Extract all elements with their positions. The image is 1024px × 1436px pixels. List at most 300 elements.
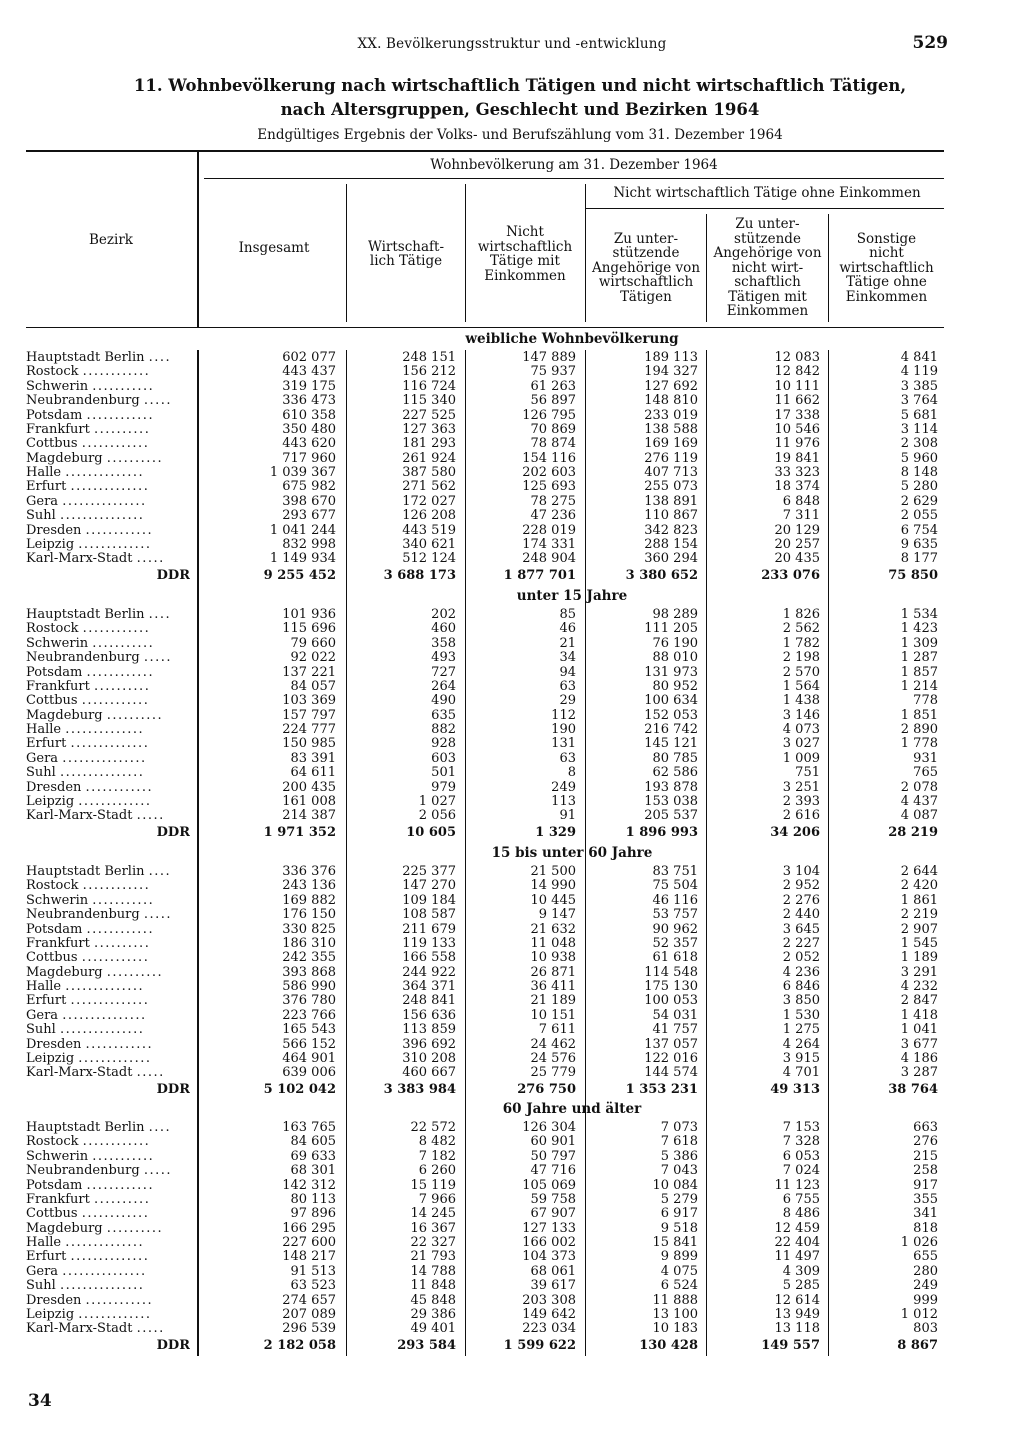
value-cell: 464 901 [282, 1050, 336, 1066]
value-cell: 172 027 [402, 493, 456, 509]
dot-leader: .... [148, 1121, 172, 1135]
value-cell: 108 587 [402, 907, 456, 923]
value-cell: 512 124 [402, 551, 456, 567]
bezirk-name: Halle [26, 1236, 62, 1251]
value-cell: 113 859 [402, 1022, 456, 1038]
table-row [0, 1164, 1024, 1178]
table-row [0, 966, 1024, 980]
bezirk-name: Cottbus [26, 951, 78, 966]
value-cell: 12 083 [774, 350, 820, 365]
value-cell: 5 279 [660, 1191, 698, 1207]
value-cell: 1 287 [900, 650, 938, 666]
value-cell: 169 169 [644, 436, 698, 452]
bezirk-name: Dresden [26, 523, 82, 538]
value-cell: 52 357 [652, 935, 698, 951]
bezirk-cell [26, 1308, 196, 1322]
value-cell: 49 401 [410, 1321, 456, 1337]
value-cell: 663 [913, 1120, 938, 1135]
table-row [0, 737, 1024, 751]
bezirk-name: Dresden [26, 1037, 82, 1052]
value-cell: 84 057 [290, 678, 336, 694]
bezirk-cell [26, 966, 196, 980]
value-cell: 11 888 [652, 1292, 698, 1308]
table-row [0, 622, 1024, 636]
value-cell: 4 701 [782, 1065, 820, 1081]
bezirk-cell [26, 923, 196, 937]
bezirk-name: Magdeburg [26, 965, 103, 980]
table-row [0, 1150, 1024, 1164]
value-cell: 6 053 [782, 1148, 820, 1164]
bezirk-name: Rostock [26, 365, 79, 380]
value-cell: 202 603 [522, 465, 576, 481]
value-cell: 336 473 [282, 393, 336, 409]
total-row [0, 1339, 1024, 1353]
value-cell: 1 041 244 [269, 522, 336, 538]
value-cell: 717 960 [282, 450, 336, 466]
value-cell: 19 841 [774, 450, 820, 466]
bezirk-name: Suhl [26, 1023, 56, 1038]
total-value-cell: 293 584 [397, 1337, 456, 1353]
value-cell: 200 435 [282, 779, 336, 795]
value-cell: 119 133 [402, 935, 456, 951]
bezirk-name: Schwerin [26, 1149, 89, 1164]
value-cell: 2 198 [782, 650, 820, 666]
value-cell: 7 043 [660, 1163, 698, 1179]
bezirk-cell [26, 452, 196, 466]
table-row [0, 709, 1024, 723]
value-cell: 2 227 [782, 935, 820, 951]
value-cell: 1 009 [782, 750, 820, 766]
dot-leader: ............ [82, 879, 151, 894]
value-cell: 131 [551, 736, 576, 752]
value-cell: 90 962 [652, 921, 698, 937]
value-cell: 111 205 [644, 621, 698, 637]
value-cell: 193 878 [644, 779, 698, 795]
col-header-angehoerige-nicht: Zu unter- stützende Angehörige von nicht wirt- schaftlich Tätigen mit Einkommen [713, 216, 822, 320]
bezirk-name: Leipzig [26, 537, 75, 552]
value-cell: 223 034 [522, 1321, 576, 1337]
bezirk-cell [26, 1279, 196, 1293]
value-cell: 100 634 [644, 693, 698, 709]
dot-leader: .......... [94, 936, 151, 951]
bezirk-name: Halle [26, 723, 62, 738]
value-cell: 4 264 [782, 1036, 820, 1052]
value-cell: 398 670 [282, 493, 336, 509]
value-cell: 2 890 [900, 722, 938, 738]
value-cell: 78 275 [530, 493, 576, 509]
value-cell: 53 757 [652, 907, 698, 923]
table-row [0, 795, 1024, 809]
value-cell: 2 308 [900, 436, 938, 452]
value-cell: 751 [795, 765, 820, 781]
table-row [0, 423, 1024, 437]
value-cell: 882 [431, 722, 456, 738]
dot-leader: ..... [136, 1322, 165, 1337]
table-row [0, 1279, 1024, 1293]
value-cell: 1 782 [782, 635, 820, 651]
dot-leader: ............ [86, 1178, 155, 1193]
value-cell: 5 681 [900, 407, 938, 423]
bezirk-cell [26, 365, 196, 379]
dot-leader: .............. [65, 1236, 145, 1251]
value-cell: 7 024 [782, 1163, 820, 1179]
value-cell: 11 123 [774, 1177, 820, 1193]
table-row [0, 894, 1024, 908]
total-value-cell: 1 877 701 [503, 567, 576, 583]
value-cell: 3 114 [900, 421, 938, 437]
value-cell: 126 208 [402, 508, 456, 524]
section-title: weibliche Wohnbevölkerung [465, 331, 679, 347]
table-row [0, 495, 1024, 509]
dot-leader: ............. [78, 794, 152, 809]
value-cell: 443 620 [282, 436, 336, 452]
dot-leader: .......... [106, 1221, 164, 1236]
value-cell: 7 153 [782, 1120, 820, 1135]
value-cell: 460 [431, 621, 456, 637]
bezirk-name: Karl-Marx-Stadt [26, 1322, 133, 1337]
value-cell: 33 323 [774, 465, 820, 481]
table-row [0, 480, 1024, 494]
value-cell: 1 534 [900, 607, 938, 622]
table-row [0, 1009, 1024, 1023]
value-cell: 105 069 [522, 1177, 576, 1193]
dot-leader: ............ [86, 408, 155, 423]
bezirk-name: Potsdam [26, 1178, 83, 1193]
value-cell: 4 073 [782, 722, 820, 738]
value-cell: 76 190 [652, 635, 698, 651]
value-cell: 24 462 [530, 1036, 576, 1052]
total-label: DDR [156, 1338, 190, 1353]
col-header-angehoerige-taetige: Zu unter- stützende Angehörige von wirtschaftlich Tätigen [591, 230, 701, 305]
bezirk-cell [26, 538, 196, 552]
value-cell: 1 545 [900, 935, 938, 951]
value-cell: 20 257 [774, 536, 820, 552]
group-rule [204, 178, 944, 179]
value-cell: 24 576 [530, 1050, 576, 1066]
value-cell: 2 078 [900, 779, 938, 795]
value-cell: 4 437 [900, 793, 938, 809]
bezirk-cell [26, 1222, 196, 1236]
value-cell: 175 130 [644, 979, 698, 995]
value-cell: 6 260 [418, 1163, 456, 1179]
table-row [0, 666, 1024, 680]
bezirk-cell [26, 1150, 196, 1164]
total-value-cell: 1 971 352 [263, 824, 336, 840]
value-cell: 243 136 [282, 878, 336, 894]
value-cell: 2 276 [782, 892, 820, 908]
dot-leader: .......... [94, 679, 151, 694]
bezirk-name: Suhl [26, 766, 56, 781]
value-cell: 62 586 [652, 765, 698, 781]
value-cell: 21 632 [530, 921, 576, 937]
value-cell: 5 280 [900, 479, 938, 495]
value-cell: 80 952 [652, 678, 698, 694]
bezirk-name: Leipzig [26, 794, 75, 809]
value-cell: 101 936 [282, 607, 336, 622]
value-cell: 12 459 [774, 1220, 820, 1236]
value-cell: 63 523 [290, 1278, 336, 1294]
value-cell: 214 387 [282, 808, 336, 824]
col-header-group-sub: Nicht wirtschaftlich Tätige ohne Einkommen [613, 184, 921, 201]
dot-leader: ............... [62, 751, 147, 766]
bezirk-cell [26, 680, 196, 694]
table-row [0, 980, 1024, 994]
total-value-cell: 130 428 [639, 1337, 698, 1353]
header-bottom-rule [26, 327, 944, 328]
dot-leader: ............... [62, 494, 147, 509]
value-cell: 75 937 [530, 364, 576, 380]
bezirk-cell [26, 709, 196, 723]
table-row [0, 394, 1024, 408]
value-cell: 818 [913, 1220, 938, 1236]
value-cell: 261 924 [402, 450, 456, 466]
value-cell: 1 826 [782, 607, 820, 622]
bezirk-name: Schwerin [26, 636, 89, 651]
bezirk-cell [26, 651, 196, 665]
value-cell: 186 310 [282, 935, 336, 951]
value-cell: 8 [567, 765, 576, 781]
value-cell: 2 055 [900, 508, 938, 524]
value-cell: 64 611 [290, 765, 336, 781]
bezirk-name: Frankfurt [26, 679, 90, 694]
bezirk-name: Erfurt [26, 737, 67, 752]
bezirk-name: Gera [26, 1264, 59, 1279]
value-cell: 46 116 [652, 892, 698, 908]
bezirk-cell [26, 980, 196, 994]
bezirk-name: Karl-Marx-Stadt [26, 552, 133, 567]
value-cell: 41 757 [652, 1022, 698, 1038]
value-cell: 39 617 [530, 1278, 576, 1294]
value-cell: 7 073 [660, 1120, 698, 1135]
value-cell: 276 [913, 1134, 938, 1150]
value-cell: 194 327 [644, 364, 698, 380]
value-cell: 165 543 [282, 1022, 336, 1038]
total-value-cell: 9 255 452 [263, 567, 336, 583]
bezirk-cell [26, 809, 196, 823]
bezirk-cell [26, 766, 196, 780]
value-cell: 148 810 [644, 393, 698, 409]
value-cell: 61 618 [652, 950, 698, 966]
table-title-line-2: nach Altersgruppen, Geschlecht und Bezirken 1964 [280, 100, 760, 119]
bezirk-name: Dresden [26, 780, 82, 795]
table-row [0, 437, 1024, 451]
value-cell: 342 823 [644, 522, 698, 538]
bezirk-cell [26, 694, 196, 708]
bezirk-name: Hauptstadt Berlin [26, 1121, 145, 1135]
value-cell: 1 418 [900, 1007, 938, 1023]
value-cell: 34 [559, 650, 576, 666]
value-cell: 3 287 [900, 1065, 938, 1081]
value-cell: 22 327 [410, 1235, 456, 1251]
bezirk-cell [26, 737, 196, 751]
dot-leader: ............... [62, 1008, 147, 1023]
value-cell: 115 340 [402, 393, 456, 409]
value-cell: 202 [431, 607, 456, 622]
dot-leader: .............. [65, 466, 145, 481]
table-row [0, 1207, 1024, 1221]
bezirk-cell [26, 1066, 196, 1080]
table-row [0, 752, 1024, 766]
value-cell: 56 897 [530, 393, 576, 409]
total-value-cell: 75 850 [888, 567, 938, 583]
value-cell: 126 795 [522, 407, 576, 423]
value-cell: 92 022 [290, 650, 336, 666]
bezirk-cell [26, 1052, 196, 1066]
value-cell: 147 270 [402, 878, 456, 894]
total-value-cell: 3 688 173 [383, 567, 456, 583]
total-value-cell: 38 764 [888, 1081, 938, 1097]
dot-leader: ............... [62, 1264, 147, 1279]
bezirk-cell [26, 423, 196, 437]
value-cell: 675 982 [282, 479, 336, 495]
value-cell: 80 113 [290, 1191, 336, 1207]
value-cell: 1 438 [782, 693, 820, 709]
value-cell: 4 075 [660, 1263, 698, 1279]
value-cell: 7 611 [538, 1022, 576, 1038]
value-cell: 248 904 [522, 551, 576, 567]
value-cell: 29 [559, 693, 576, 709]
value-cell: 91 513 [290, 1263, 336, 1279]
value-cell: 137 221 [282, 664, 336, 680]
table-row [0, 1236, 1024, 1250]
bezirk-name: Suhl [26, 1279, 56, 1294]
value-cell: 157 797 [282, 707, 336, 723]
dot-leader: ............ [82, 1135, 151, 1150]
bezirk-cell [26, 1009, 196, 1023]
value-cell: 610 358 [282, 407, 336, 423]
table-row [0, 1294, 1024, 1308]
value-cell: 319 175 [282, 378, 336, 394]
value-cell: 271 562 [402, 479, 456, 495]
dot-leader: .............. [65, 980, 145, 995]
value-cell: 4 087 [900, 808, 938, 824]
bezirk-name: Rostock [26, 1135, 79, 1150]
value-cell: 227 525 [402, 407, 456, 423]
value-cell: 116 724 [402, 378, 456, 394]
value-cell: 6 848 [782, 493, 820, 509]
value-cell: 350 480 [282, 421, 336, 437]
bezirk-name: Leipzig [26, 1051, 75, 1066]
value-cell: 94 [559, 664, 576, 680]
value-cell: 393 868 [282, 964, 336, 980]
bezirk-name: Frankfurt [26, 1192, 90, 1207]
value-cell: 490 [431, 693, 456, 709]
value-cell: 83 391 [290, 750, 336, 766]
value-cell: 11 497 [774, 1249, 820, 1265]
value-cell: 47 236 [530, 508, 576, 524]
value-cell: 10 183 [652, 1321, 698, 1337]
value-cell: 138 588 [644, 421, 698, 437]
value-cell: 255 073 [644, 479, 698, 495]
dot-leader: ..... [136, 809, 165, 824]
value-cell: 280 [913, 1263, 938, 1279]
bezirk-cell [26, 1294, 196, 1308]
value-cell: 1 309 [900, 635, 938, 651]
dot-leader: ............ [85, 1037, 154, 1052]
value-cell: 10 084 [652, 1177, 698, 1193]
table-row [0, 723, 1024, 737]
total-row [0, 569, 1024, 583]
value-cell: 80 785 [652, 750, 698, 766]
value-cell: 3 291 [900, 964, 938, 980]
bezirk-cell [26, 1179, 196, 1193]
value-cell: 78 874 [530, 436, 576, 452]
bezirk-name: Neubrandenburg [26, 394, 140, 409]
value-cell: 127 692 [644, 378, 698, 394]
value-cell: 176 150 [282, 907, 336, 923]
bezirk-cell [26, 480, 196, 494]
dot-leader: ............... [59, 766, 145, 781]
value-cell: 1 423 [900, 621, 938, 637]
bezirk-cell [26, 908, 196, 922]
value-cell: 83 751 [652, 864, 698, 879]
value-cell: 166 558 [402, 950, 456, 966]
value-cell: 11 848 [410, 1278, 456, 1294]
bezirk-cell [26, 937, 196, 951]
table-row [0, 452, 1024, 466]
value-cell: 3 027 [782, 736, 820, 752]
value-cell: 4 119 [900, 364, 938, 380]
value-cell: 2 570 [782, 664, 820, 680]
value-cell: 2 847 [900, 993, 938, 1009]
value-cell: 112 [551, 707, 576, 723]
total-value-cell: 1 599 622 [503, 1337, 576, 1353]
bezirk-cell [26, 622, 196, 636]
total-value-cell: 10 605 [406, 824, 456, 840]
bezirk-name: Neubrandenburg [26, 651, 140, 666]
bezirk-name: Erfurt [26, 480, 67, 495]
value-cell: 190 [551, 722, 576, 738]
bezirk-cell [26, 1135, 196, 1149]
value-cell: 225 377 [402, 864, 456, 879]
total-value-cell: 276 750 [517, 1081, 576, 1097]
value-cell: 166 295 [282, 1220, 336, 1236]
dot-leader: ............ [86, 665, 155, 680]
table-row [0, 879, 1024, 893]
dot-leader: ............... [59, 1023, 145, 1038]
dot-leader: .............. [70, 737, 150, 752]
dot-leader: .............. [65, 723, 145, 738]
dot-leader: ............ [85, 1293, 154, 1308]
value-cell: 276 119 [644, 450, 698, 466]
value-cell: 12 842 [774, 364, 820, 380]
value-cell: 340 621 [402, 536, 456, 552]
value-cell: 1 012 [900, 1306, 938, 1322]
bezirk-cell [26, 1236, 196, 1250]
bezirk-cell [26, 865, 196, 879]
bezirk-name: Leipzig [26, 1307, 75, 1322]
value-cell: 727 [431, 664, 456, 680]
value-cell: 13 118 [774, 1321, 820, 1337]
value-cell: 227 600 [282, 1235, 336, 1251]
dot-leader: ............. [78, 537, 152, 552]
bezirk-cell [26, 894, 196, 908]
value-cell: 443 437 [282, 364, 336, 380]
bezirk-name: Suhl [26, 509, 56, 524]
table-row [0, 694, 1024, 708]
bezirk-cell [26, 951, 196, 965]
value-cell: 5 285 [782, 1278, 820, 1294]
value-cell: 586 990 [282, 979, 336, 995]
bezirk-name: Dresden [26, 1293, 82, 1308]
value-cell: 3 677 [900, 1036, 938, 1052]
value-cell: 16 367 [410, 1220, 456, 1236]
value-cell: 10 938 [530, 950, 576, 966]
section-title: unter 15 Jahre [516, 588, 628, 604]
bezirk-name: Magdeburg [26, 1221, 103, 1236]
bezirk-name: Gera [26, 494, 59, 509]
value-cell: 10 546 [774, 421, 820, 437]
